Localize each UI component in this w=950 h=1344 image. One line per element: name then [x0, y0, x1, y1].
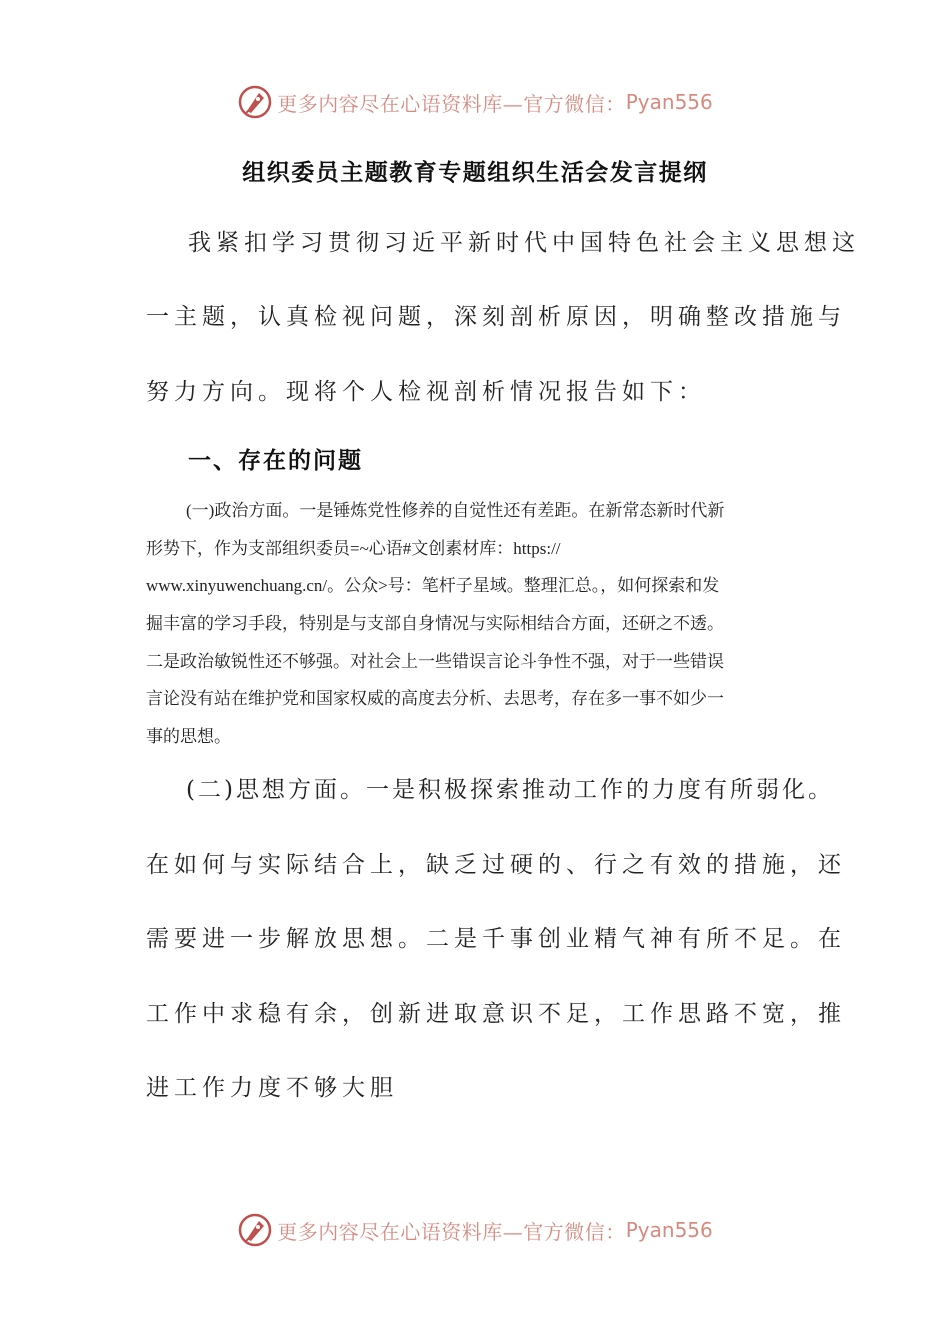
- intro-line-1: 我紧扣学习贯彻习近平新时代中国特色社会主义思想这: [188, 230, 860, 256]
- intro-line-3: 努力方向。现将个人检视剖析情况报告如下：: [146, 379, 706, 405]
- sub2-line-2: 在如何与实际结合上，缺乏过硬的、行之有效的措施，还: [146, 852, 846, 878]
- section-heading: 一、存在的问题: [188, 448, 363, 474]
- banner-wechat-id: Pyan556: [625, 1218, 713, 1242]
- sub1-line-6: 言论没有站在维护党和国家权威的高度去分析、去思考，存在多一事不如少一: [146, 689, 724, 708]
- document-title: 组织委员主题教育专题组织生活会发言提纲: [242, 160, 708, 186]
- sub1-line-3: www.xinyuwenchuang.cn/。公众>号：笔杆子星域。整理汇总。，如何探索和发: [146, 576, 720, 595]
- sub2-line-3: 需要进一步解放思想。二是千事创业精气神有所不足。在: [146, 926, 846, 952]
- banner-wechat-id: Pyan556: [625, 90, 713, 114]
- footer-banner: [0, 1210, 950, 1250]
- sub1-line-2: 形势下，作为支部组织委员=~心语#文创素材库：https://: [146, 539, 561, 558]
- intro-line-2: 一主题，认真检视问题，深刻剖析原因，明确整改措施与: [146, 304, 846, 330]
- pen-nib-circle-icon: [237, 84, 273, 120]
- banner-text: 更多内容尽在心语资料库—官方微信：: [277, 1219, 626, 1244]
- sub1-line-5: 二是政治敏锐性还不够强。对社会上一些错误言论斗争性不强，对于一些错误: [146, 652, 724, 671]
- sub1-line-1: (一)政治方面。一是锤炼党性修养的自觉性还有差距。在新常态新时代新: [186, 501, 725, 520]
- sub2-line-4: 工作中求稳有余，创新进取意识不足，工作思路不宽，推: [146, 1001, 846, 1027]
- sub1-line-4: 掘丰富的学习手段，特别是与支部自身情况与实际相结合方面，还研之不透。: [146, 614, 724, 633]
- sub2-line-1: (二)思想方面。一是积极探索推动工作的力度有所弱化。: [186, 777, 834, 803]
- sub1-line-7: 事的思想。: [146, 727, 231, 746]
- pen-nib-circle-icon: [237, 1212, 273, 1248]
- header-banner: [0, 82, 950, 122]
- sub2-line-5: 进工作力度不够大胆: [146, 1075, 398, 1101]
- banner-text: 更多内容尽在心语资料库—官方微信：: [277, 91, 626, 116]
